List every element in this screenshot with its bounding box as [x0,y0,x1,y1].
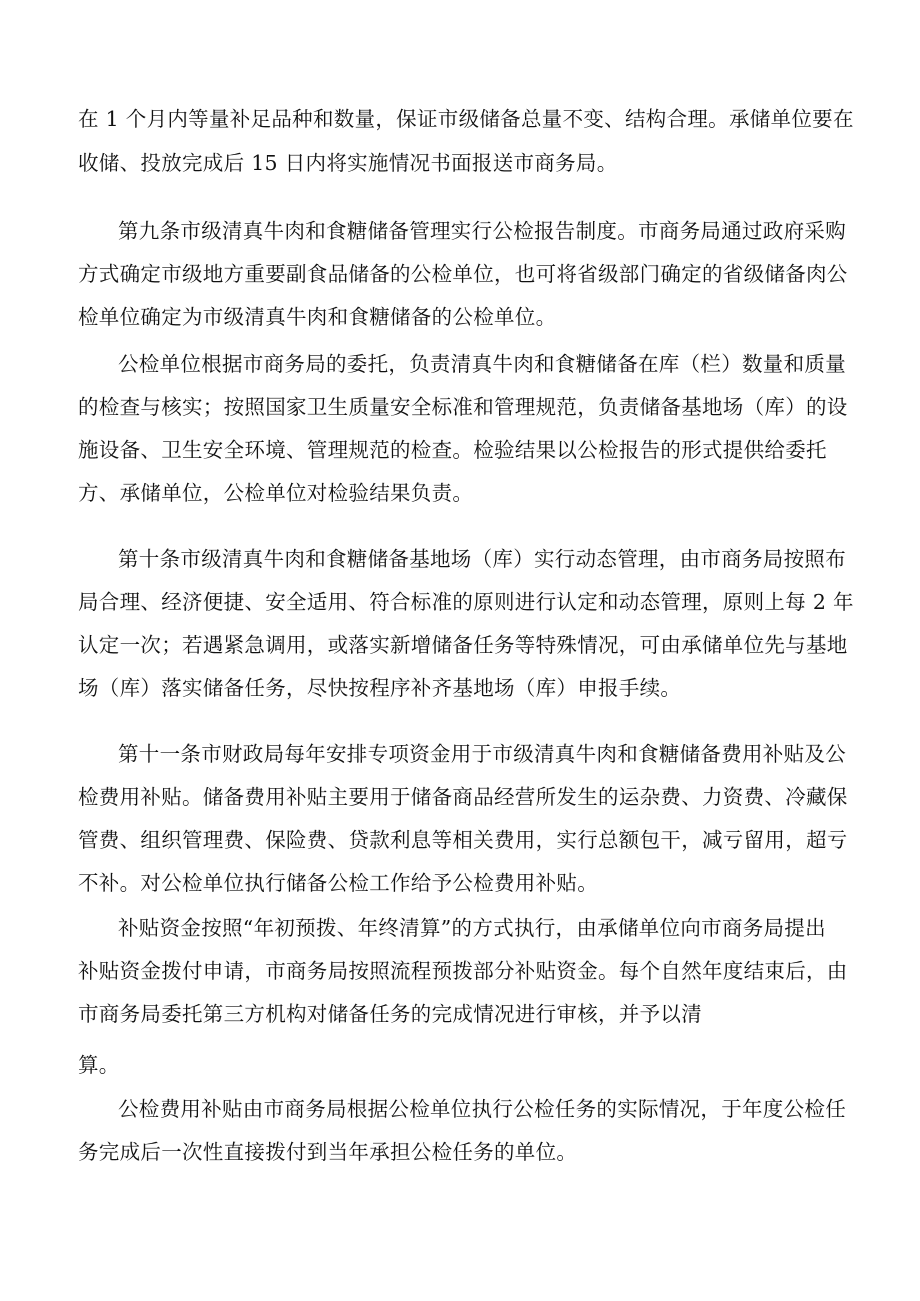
text-line: 的检查与核实；按照国家卫生质量安全标准和管理规范，负责储备基地场（库）的设 [78,395,848,419]
text-line: 第十条市级清真牛肉和食糖储备基地场（库）实行动态管理，由市商务局按照布 [118,547,846,571]
text-line: 务完成后一次性直接拨付到当年承担公检任务的单位。 [78,1140,578,1164]
text-line: 检单位确定为市级清真牛肉和食糖储备的公检单位。 [78,305,557,329]
text-line: 算。 [78,1053,120,1077]
text-line: 方、承储单位，公检单位对检验结果负责。 [78,481,474,505]
text-line: 补贴资金按照“年初预拨、年终清算”的方式执行，由承储单位向市商务局提出 [118,916,826,940]
text-line: 公检单位根据市商务局的委托，负责清真牛肉和食糖储备在库（栏）数量和质量 [118,352,846,376]
text-line: 场（库）落实储备任务，尽快按程序补齐基地场（库）申报手续。 [78,676,682,700]
text-line: 局合理、经济便捷、安全适用、符合标准的原则进行认定和动态管理，原则上每 2 年 [78,590,854,614]
text-line: 第十一条市财政局每年安排专项资金用于市级清真牛肉和食糖储备费用补贴及公 [118,742,846,766]
text-line: 补贴资金拨付申请，市商务局按照流程预拨部分补贴资金。每个自然年度结束后，由 [78,959,848,983]
text-line: 市商务局委托第三方机构对储备任务的完成情况进行审核，并予以清 [78,1002,702,1026]
text-line: 在 1 个月内等量补足品种和数量，保证市级储备总量不变、结构合理。承储单位要在 [78,107,854,131]
text-line: 公检费用补贴由市商务局根据公检单位执行公检任务的实际情况，于年度公检任 [118,1097,846,1121]
text-line: 检费用补贴。储备费用补贴主要用于储备商品经营所发生的运杂费、力资费、冷藏保 [78,785,848,809]
text-line: 施设备、卫生安全环境、管理规范的检查。检验结果以公检报告的形式提供给委托 [78,438,827,462]
text-line: 收储、投放完成后 15 日内将实施情况书面报送市商务局。 [78,151,618,175]
text-line: 不补。对公检单位执行储备公检工作给予公检费用补贴。 [78,871,598,895]
text-line: 方式确定市级地方重要副食品储备的公检单位，也可将省级部门确定的省级储备肉公 [78,262,848,286]
text-line: 管费、组织管理费、保险费、贷款利息等相关费用，实行总额包干，减亏留用，超亏 [78,828,848,852]
text-line: 认定一次；若遇紧急调用，或落实新增储备任务等特殊情况，可由承储单位先与基地 [78,633,848,657]
text-line: 第九条市级清真牛肉和食糖储备管理实行公检报告制度。市商务局通过政府采购 [118,219,846,243]
